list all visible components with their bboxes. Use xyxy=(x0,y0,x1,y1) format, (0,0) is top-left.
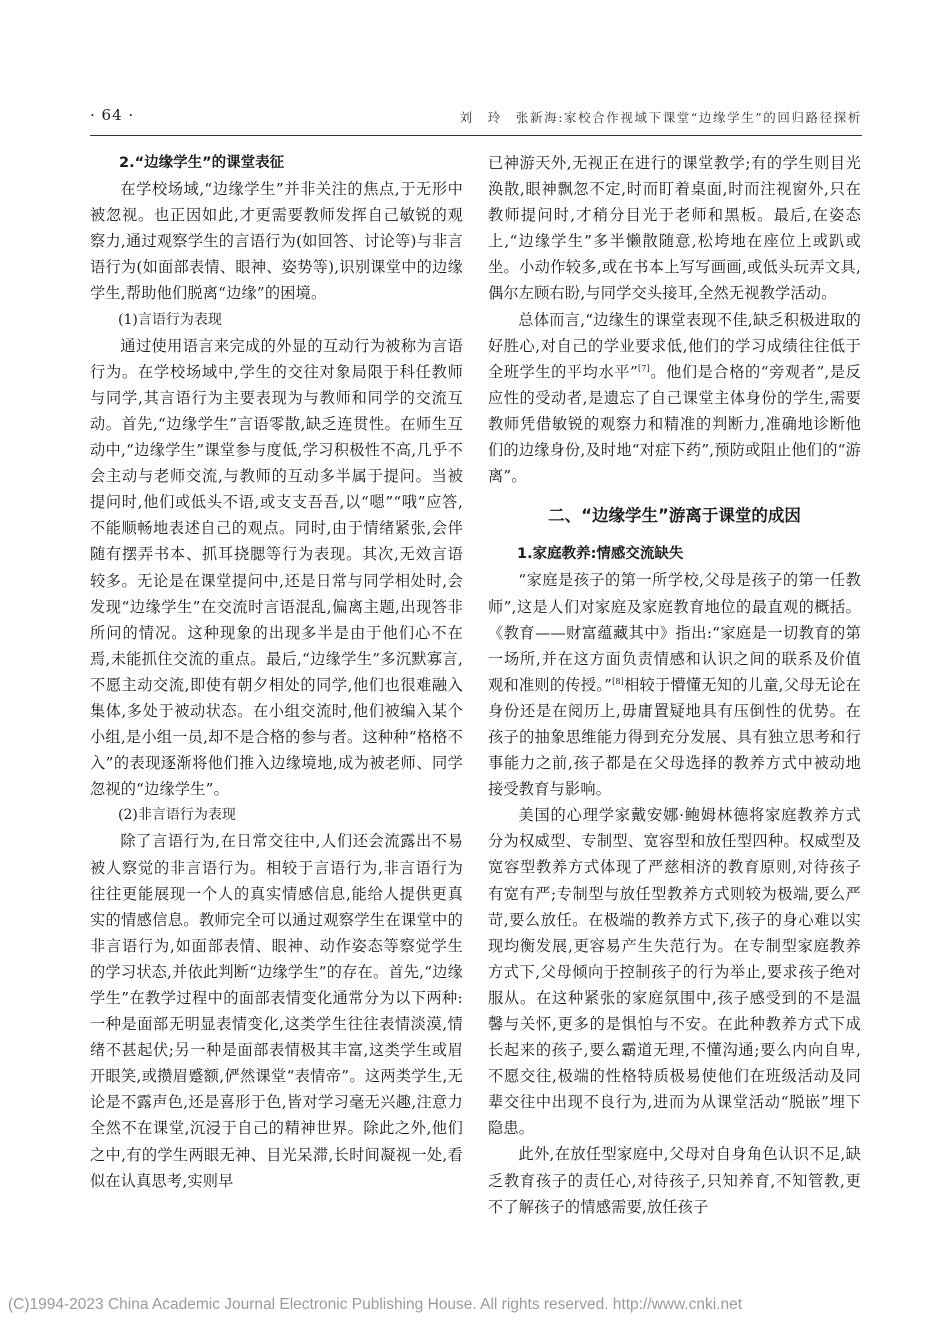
header-rule xyxy=(90,135,862,136)
citation-ref: [7] xyxy=(637,363,650,373)
paragraph-continued: 已神游天外,无视正在进行的课堂教学;有的学生则目光涣散,眼神飘忽不定,时而盯着桌面,时而注视窗外,只在教师提问时,才稍分目光于老师和黑板。最后,在姿态上,“边缘学生”多半懒散随意,松垮地在座位上或趴或坐。小动作较多,或在书本上写写画画,或低头玩弄文具,偶尔左顾右盼,与同学交头接耳,全然无视教学活动。 xyxy=(488,154,861,303)
paragraph-text: 。他们是合格的“旁观者”,是反应性的受动者,是遗忘了自己课堂主体身份的学生,需要教师凭借敏锐的观察力和精准的判断力,准确地诊断他们的边缘身份,及时地“对症下药”,预防或阻止他们的“游离”。 xyxy=(488,362,862,486)
paragraph-text: 总体而言,“边缘生的课堂表现不佳,缺乏积极进取的好胜心,对自己的学业要求低,他们的学习成绩往往低于全班学生的平均水平” xyxy=(488,310,861,381)
sub-subheading: (2)非言语行为表现 xyxy=(118,807,236,824)
paragraph-text: “家庭是孩子的第一所学校,父母是孩子的第一任教师”,这是人们对家庭及家庭教育地位的最直观的概括。《教育——财富蕴藏其中》指出:“家庭是一切教育的第一场所,并在这方面负责情感和认识之间的联系及价值观和准则的传授。” xyxy=(488,571,861,694)
paragraph: 在学校场域,“边缘学生”并非关注的焦点,于无形中被忽视。也正因如此,才更需要教师发挥自己敏锐的观察力,通过观察学生的言语行为(如回答、讨论等)与非言语行为(如面部表情、眼神、姿势等),识别课堂中的边缘学生,帮助他们脱离“边缘”的困境。 xyxy=(90,180,463,303)
citation-ref: [8] xyxy=(612,676,624,686)
running-title: 刘 玲 张新海:家校合作视域下课堂“边缘学生”的回归路径探析 xyxy=(459,110,862,125)
paragraph xyxy=(488,307,861,490)
paragraph: 通过使用语言来完成的外显的互动行为被称为言语行为。在学校场域中,学生的交往对象局限于科任教师与同学,其言语行为主要表现为与教师和同学的交流互动。首先,“边缘学生”言语零散,缺乏连贯性。在师生互动中,“边缘学生”课堂参与度低,学习积极性不高,几乎不会主动与老师交流,与教师的互动多半属于提问。当被提问时,他们或低头不语,或支支吾吾,以“嗯”“哦”应答,不能顺畅地表述自己的观点。同时,由于情绪紧张,会伴随有摆弄书本、抓耳挠腮等行为表现。其次,无效言语较多。无论是在课堂提问中,还是日常与同学相处时,会发现“边缘学生”在交流时言语混乱,偏离主题,出现答非所问的情况。这种现象的出现多半是由于他们心不在焉,未能抓住交流的重点。最后,“边缘学生”多沉默寡言,不愿主动交流,即使有朝夕相处的同学,他们也很难融入集体,多处于被动状态。在小组交流时,他们被编入某个小组,是小组一员,却不是合格的参与者。这种种“格格不入”的表现逐渐将他们推入边缘境地,成为被老师、同学忽视的“边缘学生”。 xyxy=(90,336,463,799)
copyright-footer: (C)1994-2023 China Academic Journal Electronic Publishing House. All rights reserved. http://www.cnki.net xyxy=(8,1296,743,1313)
paragraph: 除了言语行为,在日常交往中,人们还会流露出不易被人察觉的非言语行为。相较于言语行为,非言语行为往往更能展现一个人的真实情感信息,能给人提供更真实的情感信息。教师完全可以通过观察学生在课堂中的非言语行为,如面部表情、眼神、动作姿态等察觉学生的学习状态,并依此判断“边缘学生”的存在。首先,“边缘学生”在教学过程中的面部表情变化通常分为以下两种:一种是面部无明显表情变化,这类学生往往表情淡漠,情绪不甚起伏;另一种是面部表情极其丰富,这类学生或眉开眼笑,或攒眉蹙额,俨然课堂“表情帝”。这两类学生,无论是不露声色,还是喜形于色,皆对学习毫无兴趣,注意力全然不在课堂,沉浸于自己的精神世界。除此之外,他们之中,有的学生两眼无神、目光呆滞,长时间凝视一处,看似在认真思考,实则早 xyxy=(90,832,463,1190)
sub-subheading: (1)言语行为表现 xyxy=(118,311,222,328)
paragraph: 此外,在放任型家庭中,父母对自身角色认识不足,缺乏教育孩子的责任心,对待孩子,只知养育,不知管教,更不了解孩子的情感需要,放任孩子 xyxy=(488,1145,861,1216)
page-header xyxy=(90,104,862,130)
paragraph-text: 相较于懵懂无知的儿童,父母无论在身份还是在阅历上,毋庸置疑地具有压倒性的优势。在孩子的抽象思维能力得到充分发展、具有独立思考和行事能力之前,孩子都是在父母选择的教养方式中被动地接受教育与影响。 xyxy=(488,675,862,799)
section-subheading: 2.“边缘学生”的课堂表征 xyxy=(119,155,285,171)
section-heading: 二、“边缘学生”游离于课堂的成因 xyxy=(548,506,801,526)
page-number: · 64 · xyxy=(90,106,135,124)
paragraph xyxy=(488,567,861,802)
right-column xyxy=(488,150,861,1220)
section-subheading: 1.家庭教养:情感交流缺失 xyxy=(517,546,684,563)
paragraph: 美国的心理学家戴安娜·鲍姆林德将家庭教养方式分为权威型、专制型、宽容型和放任型四种。权威型及宽容型教养方式体现了严慈相济的教育原则,对待孩子有宽有严;专制型与放任型教养方式则较为极端,要么严苛,要么放任。在极端的教养方式下,孩子的身心难以实现均衡发展,更容易产生失范行为。在专制型家庭教养方式下,父母倾向于控制孩子的行为举止,要求孩子绝对服从。在这种紧张的家庭氛围中,孩子感受到的不是温馨与关怀,更多的是惧怕与不安。在此种教养方式下成长起来的孩子,要么霸道无理,不懂沟通;要么内向自卑,不愿交往,极端的性格特质极易使他们在班级活动及同辈交往中出现不良行为,进而为从课堂活动“脱嵌”埋下隐患。 xyxy=(488,806,861,1138)
left-column xyxy=(90,150,463,1194)
